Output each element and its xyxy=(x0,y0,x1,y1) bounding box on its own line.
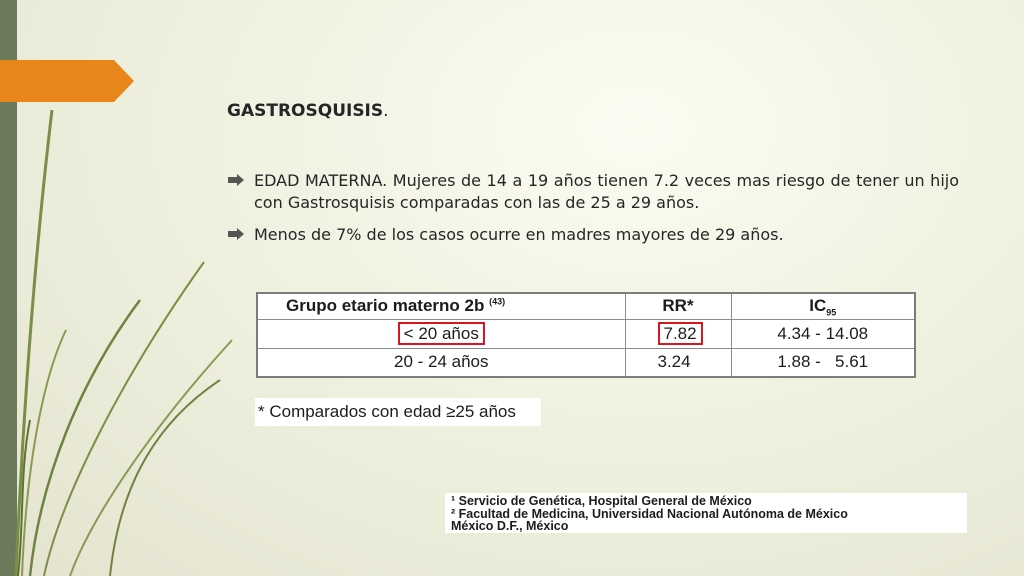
highlight-box: < 20 años xyxy=(398,322,485,345)
cell-rr xyxy=(625,319,731,348)
footnote: * Comparados con edad ≥25 años xyxy=(255,398,541,426)
arrow-bullet-icon xyxy=(228,174,244,186)
arrow-bullet-icon xyxy=(228,228,244,240)
bullet-list xyxy=(227,170,959,256)
affiliation-line: ¹ Servicio de Genética, Hospital General de México xyxy=(451,494,752,508)
table-row xyxy=(257,319,915,348)
slide-title: GASTROSQUISIS. xyxy=(227,101,389,121)
risk-table-image xyxy=(256,292,916,378)
header-group: Grupo etario materno 2b $^{(43)}$ xyxy=(257,293,625,319)
bullet-text: Menos de 7% de los casos ocurre en madres mayores de 29 años. xyxy=(254,225,784,244)
bullet-item xyxy=(227,224,959,246)
cell-ic: 1.88 - 5.61 xyxy=(731,348,915,377)
table-header-row xyxy=(257,293,915,319)
affiliation-line: México D.F., México xyxy=(451,519,569,533)
cell-rr: 3.24 xyxy=(625,348,731,377)
grass-decoration xyxy=(0,0,240,576)
cell-group: 20 - 24 años xyxy=(257,348,625,377)
cell-ic: 4.34 - 14.08 xyxy=(731,319,915,348)
bullet-item xyxy=(227,170,959,214)
highlight-box: 7.82 xyxy=(658,322,703,345)
affiliation-line: ² Facultad de Medicina, Universidad Nacional Autónoma de México xyxy=(451,506,848,521)
bullet-text: EDAD MATERNA. Mujeres de 14 a 19 años tienen 7.2 veces mas riesgo de tener un hijo con Gastrosquisis comparadas con las de 25 a 29 años. xyxy=(254,171,959,212)
table-row xyxy=(257,348,915,377)
header-ic: $IC_{95}$ xyxy=(731,293,915,319)
risk-table xyxy=(256,292,916,378)
header-rr: RR* xyxy=(625,293,731,319)
affiliations-block xyxy=(445,493,967,533)
cell-group xyxy=(257,319,625,348)
